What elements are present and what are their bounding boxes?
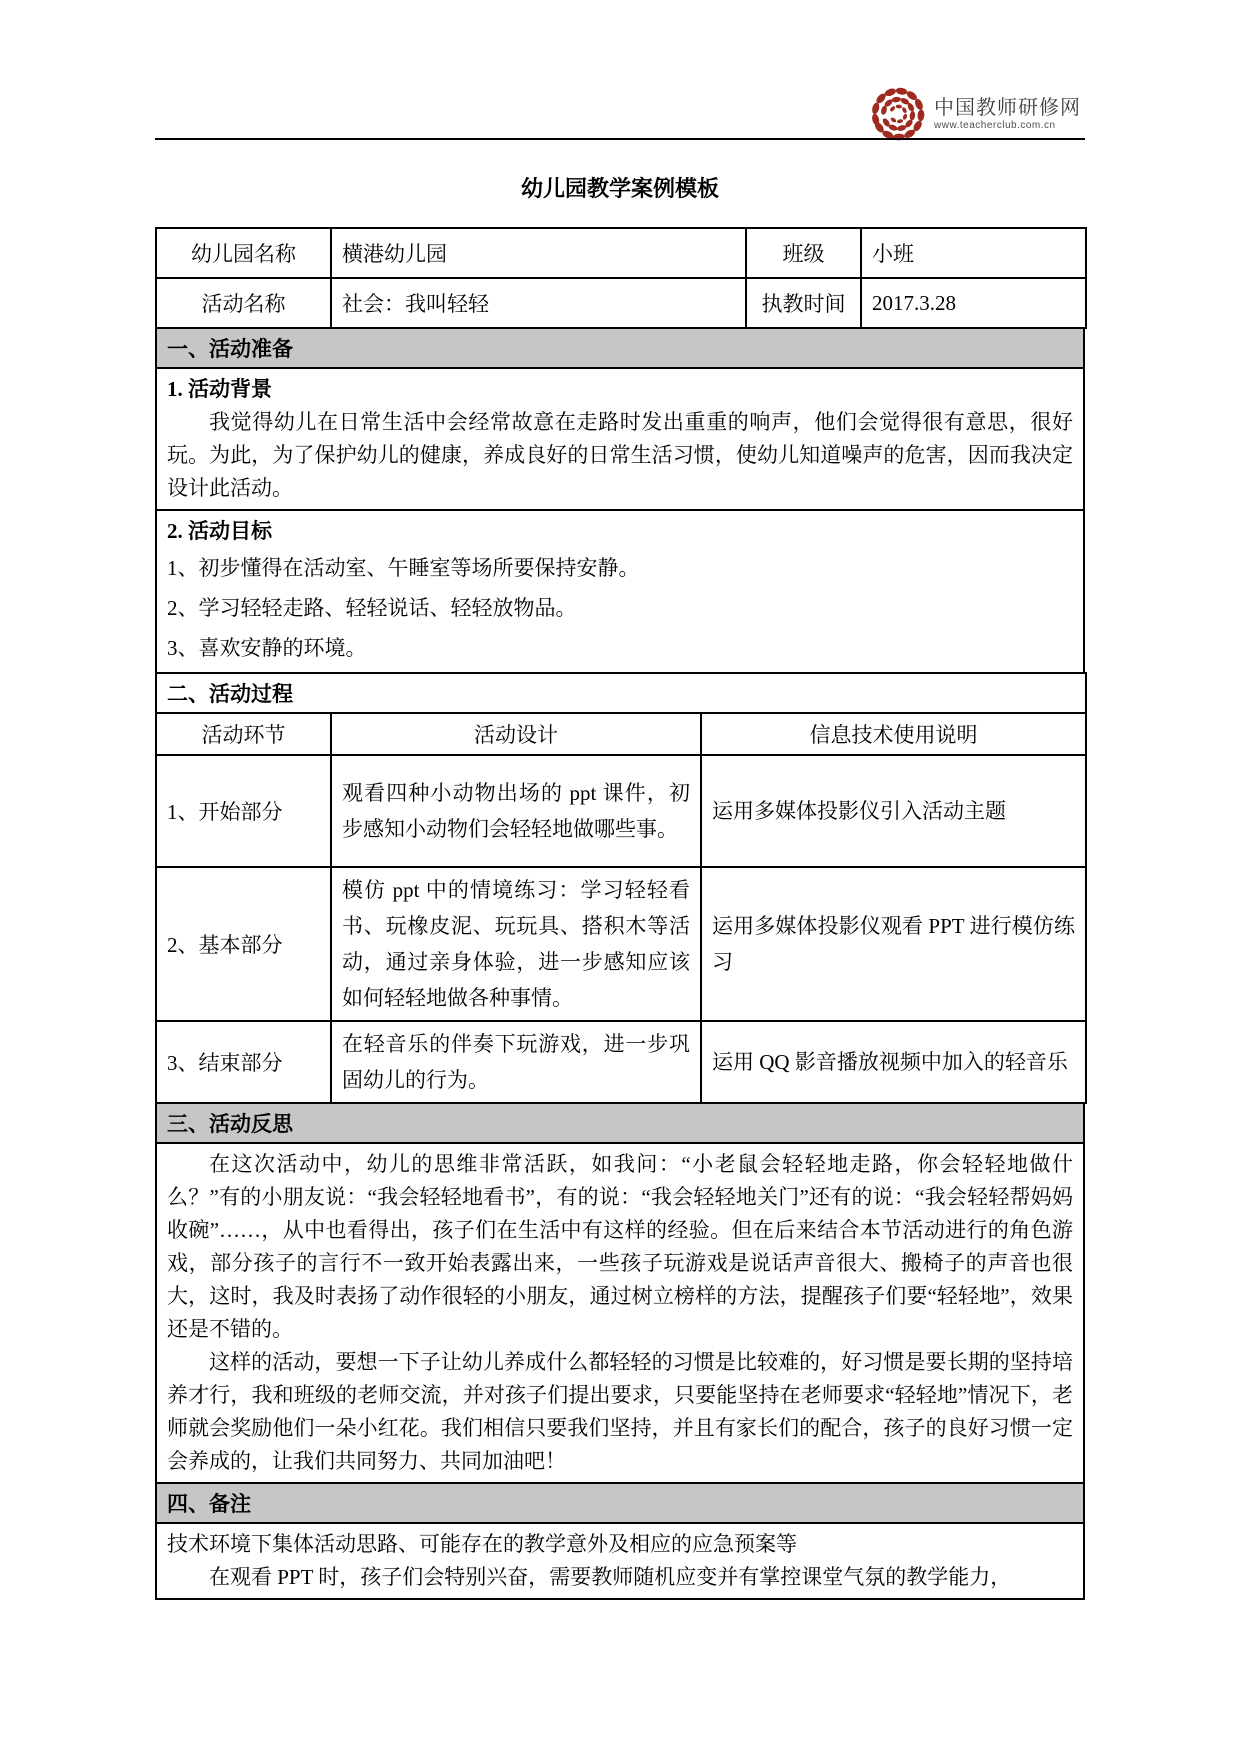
- process-design: 在轻音乐的伴奏下玩游戏，进一步巩固幼儿的行为。: [331, 1021, 701, 1103]
- process-tech: 运用 QQ 影音播放视频中加入的轻音乐: [701, 1021, 1086, 1103]
- teach-time-label: 执教时间: [746, 278, 861, 328]
- teach-time-value: 2017.3.28: [861, 278, 1086, 328]
- class-value: 小班: [861, 228, 1086, 278]
- table-row: [156, 1143, 1084, 1483]
- background-heading: 1. 活动背景: [167, 377, 272, 401]
- table-row: [156, 1021, 1086, 1103]
- goals-list: [167, 548, 1073, 668]
- process-stage: 1、开始部分: [156, 755, 331, 867]
- table-row: [156, 510, 1084, 673]
- process-design: 观看四种小动物出场的 ppt 课件，初步感知小动物们会轻轻地做哪些事。: [331, 755, 701, 867]
- notes-line: 技术环境下集体活动思路、可能存在的教学意外及相应的应急预案等: [167, 1532, 797, 1556]
- section-reflection-notes: [155, 1102, 1085, 1600]
- section-header-notes: 四、备注: [156, 1483, 1084, 1523]
- process-tech: 运用多媒体投影仪观看 PPT 进行模仿练习: [701, 867, 1086, 1021]
- column-header-tech: 信息技术使用说明: [701, 713, 1086, 755]
- info-table: [155, 227, 1087, 329]
- section-process-table: [155, 672, 1087, 1104]
- column-header-design: 活动设计: [331, 713, 701, 755]
- goal-item: 3、喜欢安静的环境。: [167, 636, 367, 660]
- logo-site-name: 中国教师研修网: [934, 97, 1081, 119]
- reflection-paragraph: 这样的活动，要想一下子让幼儿养成什么都轻轻的习惯是比较难的，好习惯是要长期的坚持培养才行，我和班级的老师交流，并对孩子们提出要求，只要能坚持在老师要求“轻轻地”情况下，老师就会奖励他们一朵小红花。我们相信只要我们坚持，并且有家长们的配合，孩子的良好习惯一定会养成的，让我们共同努力、共同加油吧！: [167, 1350, 1073, 1473]
- process-stage: 2、基本部分: [156, 867, 331, 1021]
- table-row: [156, 228, 1086, 278]
- reflection-block: [156, 1143, 1084, 1483]
- document-content: [155, 172, 1085, 1600]
- kindergarten-name-value: 横港幼儿园: [331, 228, 746, 278]
- section-header-preparation: 一、活动准备: [156, 328, 1084, 368]
- column-header-stage: 活动环节: [156, 713, 331, 755]
- table-row: [156, 328, 1084, 368]
- table-row: [156, 867, 1086, 1021]
- table-row: [156, 673, 1086, 713]
- process-design: 模仿 ppt 中的情境练习：学习轻轻看书、玩橡皮泥、玩玩具、搭积木等活动，通过亲身体验，进一步感知应该如何轻轻地做各种事情。: [331, 867, 701, 1021]
- dot-spiral-logo-icon: [866, 82, 930, 146]
- goals-heading: 2. 活动目标: [167, 519, 272, 543]
- goal-item: 1、初步懂得在活动室、午睡室等场所要保持安静。: [167, 556, 640, 580]
- activity-name-value: 社会：我叫轻轻: [331, 278, 746, 328]
- page-title: 幼儿园教学案例模板: [520, 176, 719, 201]
- process-tech: 运用多媒体投影仪引入活动主题: [701, 755, 1086, 867]
- activity-goals-block: [156, 510, 1084, 673]
- notes-block: [156, 1523, 1084, 1599]
- activity-name-label: 活动名称: [156, 278, 331, 328]
- table-row: [156, 1103, 1084, 1143]
- activity-background-block: [156, 368, 1084, 510]
- kindergarten-name-label: 幼儿园名称: [156, 228, 331, 278]
- section-header-reflection: 三、活动反思: [156, 1103, 1084, 1143]
- table-row: [156, 368, 1084, 510]
- reflection-paragraph: 在这次活动中，幼儿的思维非常活跃，如我问：“小老鼠会轻轻地走路，你会轻轻地做什么？”有的小朋友说：“我会轻轻地看书”，有的说：“我会轻轻地关门”还有的说：“我会轻轻帮妈妈收碗”……，从中也看得出，孩子们在生活中有这样的经验。但在后来结合本节活动进行的角色游戏，部分孩子的言行不一致开始表露出来，一些孩子玩游戏是说话声音很大、搬椅子的声音也很大，这时，我及时表扬了动作很轻的小朋友，通过树立榜样的方法，提醒孩子们要“轻轻地”，效果还是不错的。: [167, 1152, 1073, 1341]
- section-preparation: [155, 327, 1085, 674]
- table-row: [156, 713, 1086, 755]
- table-row: [156, 1523, 1084, 1599]
- logo-text: [934, 91, 1081, 137]
- background-paragraph: 我觉得幼儿在日常生活中会经常故意在走路时发出重重的响声，他们会觉得很有意思，很好玩。为此，为了保护幼儿的健康，养成良好的日常生活习惯，使幼儿知道噪声的危害，因而我决定设计此活动。: [167, 410, 1073, 500]
- goal-item: 2、学习轻轻走路、轻轻说话、轻轻放物品。: [167, 596, 577, 620]
- process-stage: 3、结束部分: [156, 1021, 331, 1103]
- class-label: 班级: [746, 228, 861, 278]
- header-divider-line: [155, 138, 1085, 140]
- table-row: [156, 1483, 1084, 1523]
- section-header-process: 二、活动过程: [156, 673, 1086, 713]
- table-row: [156, 278, 1086, 328]
- table-row: [156, 755, 1086, 867]
- site-logo: [866, 82, 1081, 146]
- logo-site-url: www.teacherclub.com.cn: [934, 120, 1056, 131]
- notes-line: 在观看 PPT 时，孩子们会特别兴奋，需要教师随机应变并有掌控课堂气氛的教学能力，: [209, 1565, 1012, 1589]
